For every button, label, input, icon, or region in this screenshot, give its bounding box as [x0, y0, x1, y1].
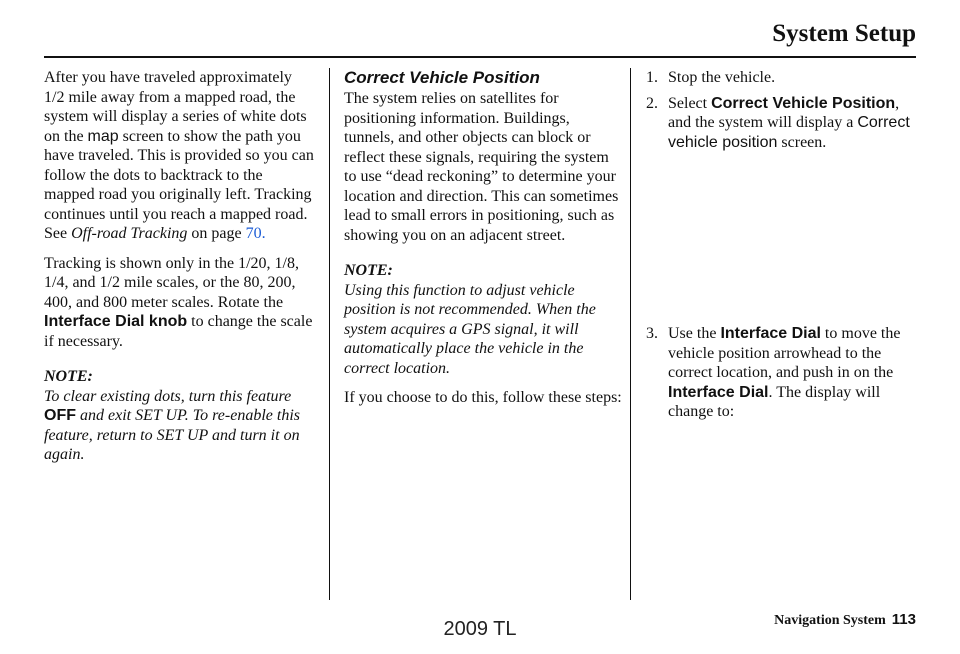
- intro-paragraph: The system relies on satellites for positioning information. Buildings, tunnels, and other objects can block or reflect these signals, requiring the system to use “dead reckoning” to determine your location and direction. This can sometimes lead to small errors in positioning, such as showing you on an adjacent street.: [344, 90, 619, 244]
- step-text: [668, 94, 918, 153]
- interface-dial-term: Interface Dial: [668, 383, 769, 401]
- header-rule: [44, 56, 916, 58]
- text: After you have traveled approximately 1/2 mile away from a mapped road, the system will display a series of white dots on the: [44, 69, 307, 145]
- off-term: OFF: [44, 407, 76, 424]
- note-label: NOTE:: [44, 368, 93, 385]
- page-number: 113: [891, 611, 916, 628]
- page-title: System Setup: [772, 20, 916, 47]
- page-70-link[interactable]: 70.: [245, 225, 266, 242]
- offroad-tracking-ref: Off-road Tracking: [71, 225, 188, 242]
- step-2: [646, 94, 918, 153]
- note-label: NOTE:: [344, 262, 393, 279]
- step-number: 1.: [646, 69, 658, 86]
- note-text: [44, 387, 316, 465]
- text: To clear existing dots, turn this feature: [44, 387, 292, 405]
- text: and exit SET UP. To re-enable this feature, return to SET UP and turn it on again.: [44, 407, 300, 463]
- text: to move the vehicle position arrowhead to the correct location, and push in on the: [668, 325, 901, 381]
- step-text: [668, 324, 918, 422]
- text: Use the: [668, 325, 721, 342]
- text: Tracking is shown only in the 1/20, 1/8, 1/4, and 1/2 mile scales, or the 80, 200, 400, and 800 meter scales. Rotate the: [44, 254, 299, 311]
- watermark: 2009 TL: [443, 618, 517, 640]
- step-1: [646, 68, 918, 88]
- section-heading: Correct Vehicle Position: [344, 68, 540, 87]
- step-number: 3.: [646, 325, 658, 342]
- step-text: Stop the vehicle.: [668, 69, 776, 86]
- footer-label: Navigation System: [774, 613, 886, 628]
- text: to change the scale if necessary.: [44, 313, 313, 350]
- text: screen to show the path you have traveled. This is provided so you can follow the dots to backtrack to the mapped road you originally left. Tracking continues until you reach a mapped road. See: [44, 127, 314, 242]
- text: screen.: [777, 133, 827, 151]
- interface-dial-term: Interface Dial: [720, 325, 821, 342]
- interface-dial-knob-term: Interface Dial knob: [44, 313, 188, 330]
- note-text: Using this function to adjust vehicle position is not recommended. When the system acquires a GPS signal, it will automatically place the vehicle in the correct location.: [344, 281, 596, 377]
- correct-vehicle-position-term: Correct Vehicle Position: [711, 94, 896, 112]
- steps-intro: If you choose to do this, follow these steps:: [344, 389, 622, 406]
- screen-name-term: Correct vehicle position: [668, 114, 910, 151]
- column-2: [344, 68, 622, 418]
- tracking-paragraph: [44, 68, 316, 244]
- scales-paragraph: [44, 254, 316, 352]
- text: , and the system will display a: [668, 94, 900, 131]
- text: on page: [187, 225, 246, 242]
- text: . The display will change to:: [668, 383, 881, 420]
- column-divider-2: [630, 68, 631, 600]
- column-3: [646, 68, 918, 428]
- column-divider-1: [329, 68, 330, 600]
- column-1: [44, 68, 316, 475]
- step-3: [646, 324, 918, 422]
- text: Select: [668, 94, 712, 112]
- step-number: 2.: [646, 94, 658, 112]
- map-term: map: [87, 127, 119, 145]
